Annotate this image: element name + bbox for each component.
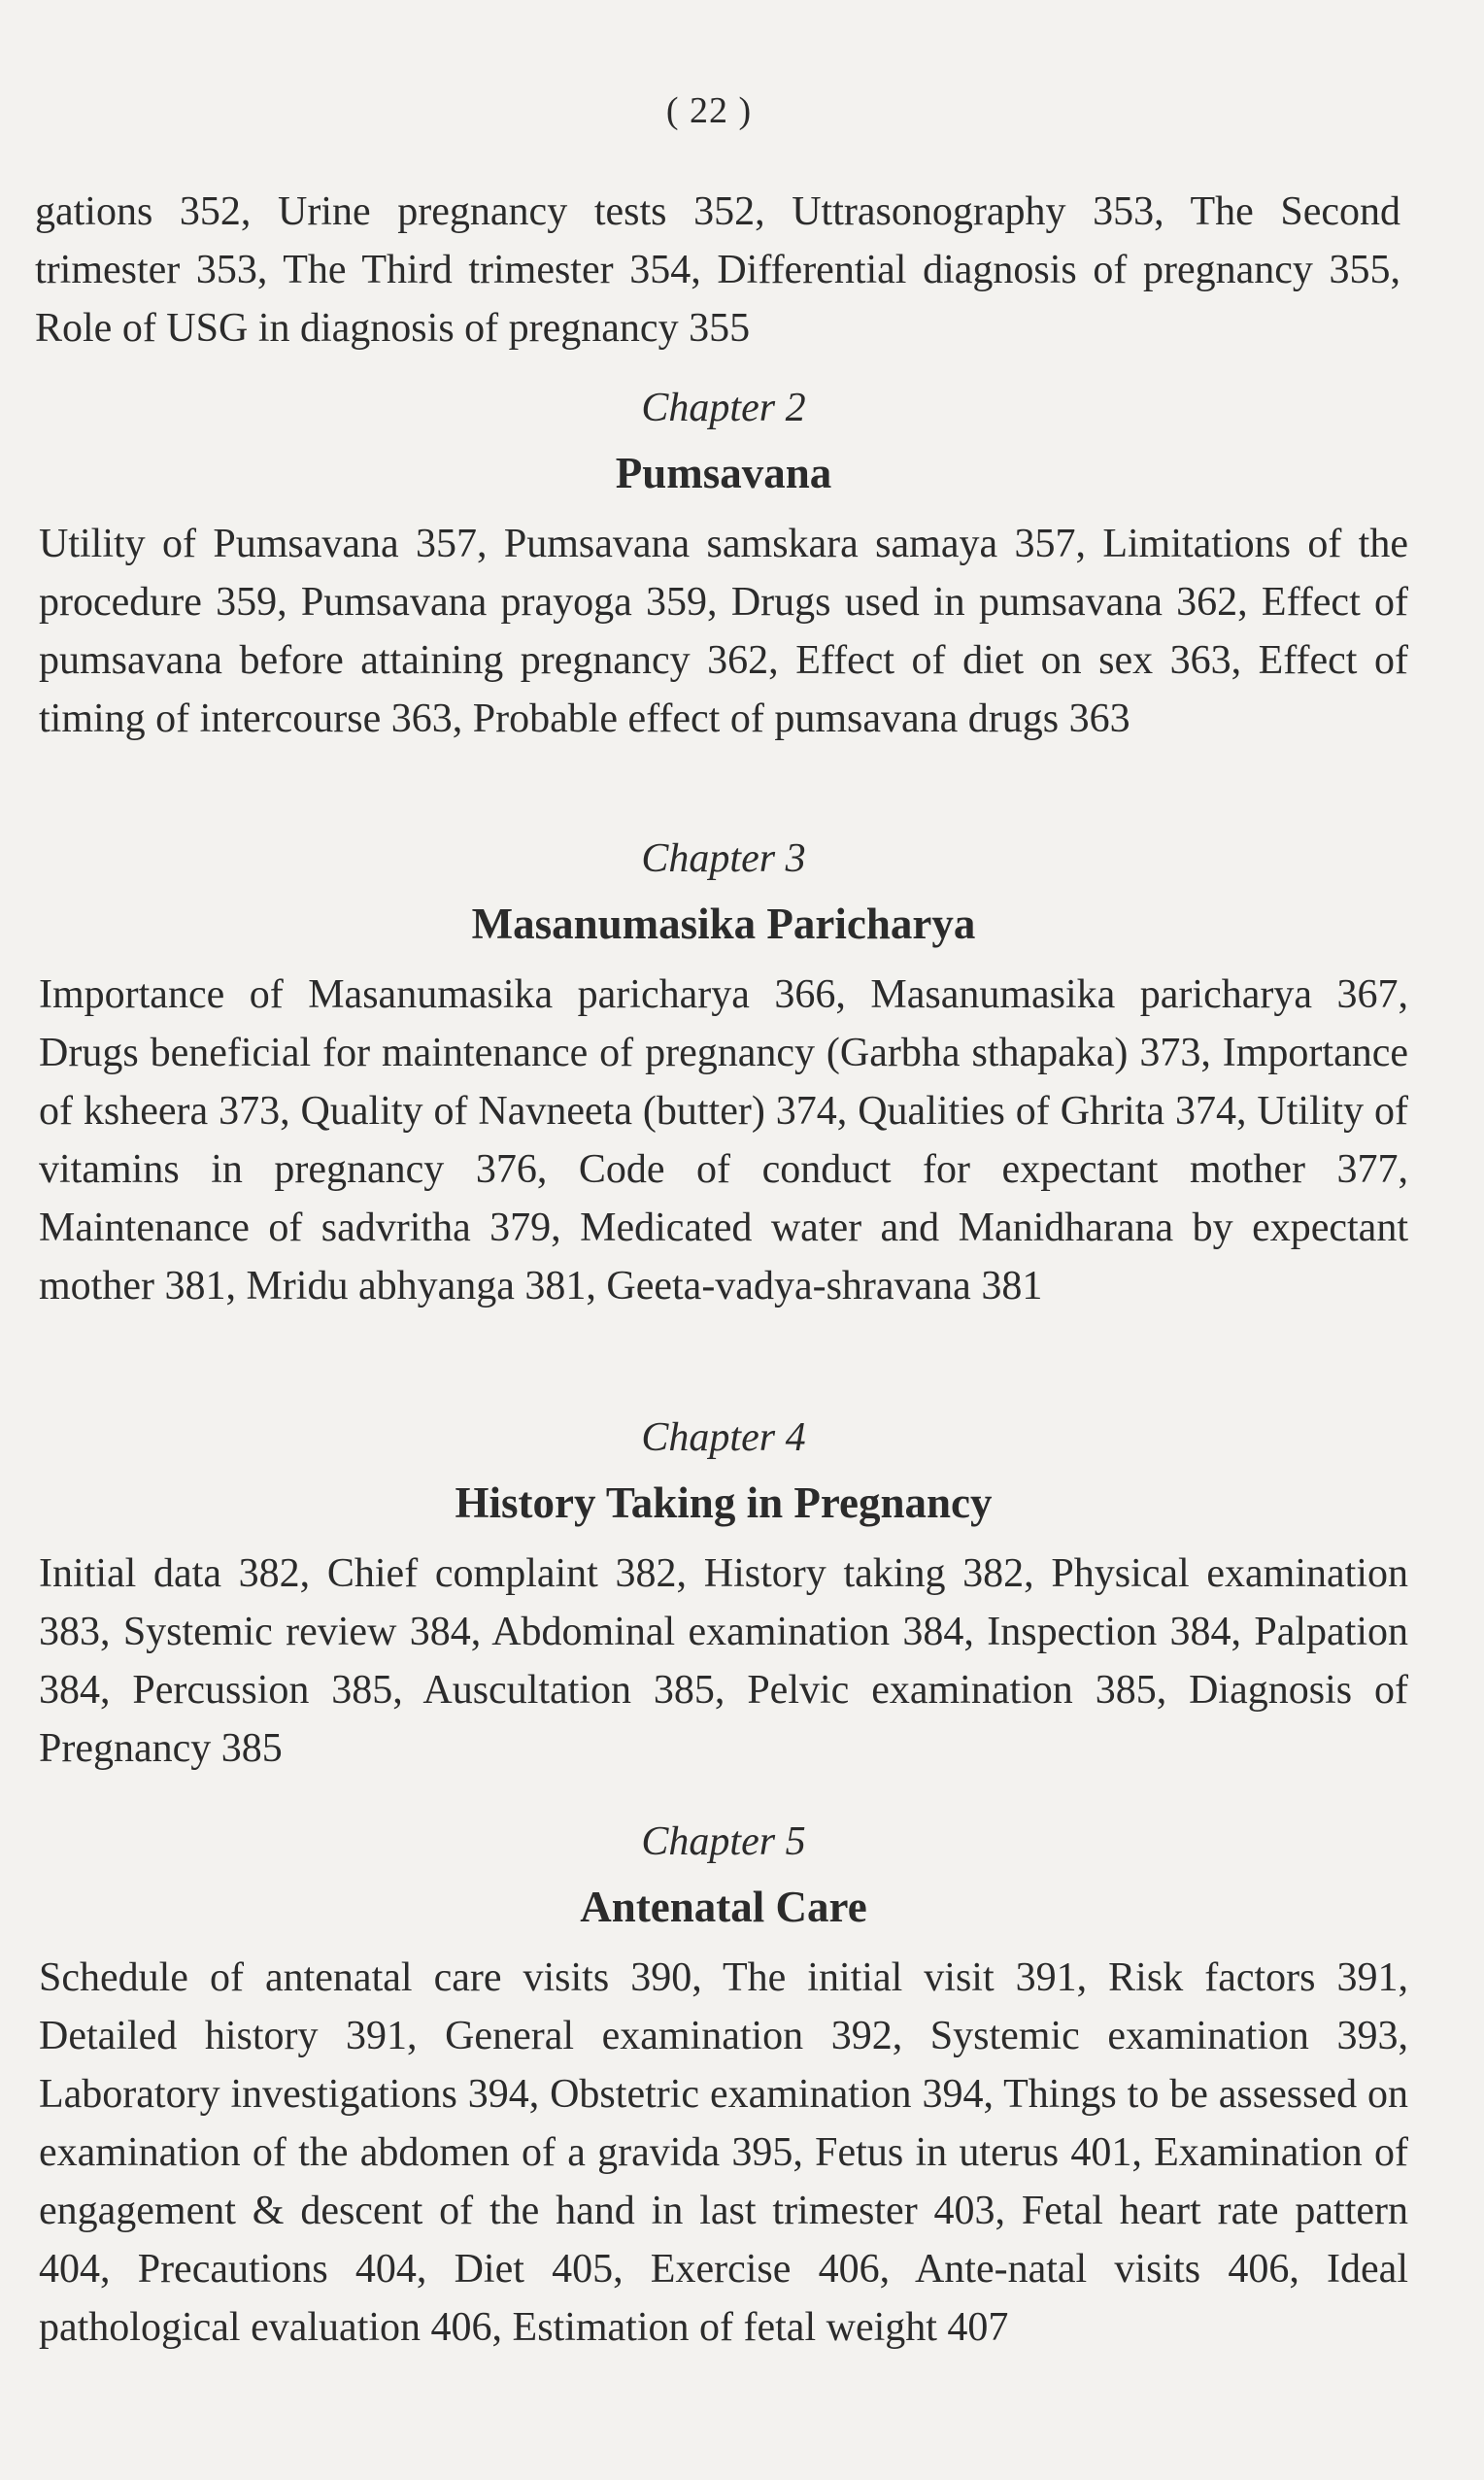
chapter-4-section (39, 1410, 1408, 1778)
chapter-3-section (39, 832, 1408, 1315)
chapter-label: Chapter 4 (641, 1415, 806, 1460)
page-number: ( 22 ) (665, 90, 753, 131)
chapter-contents-text: Schedule of antenatal care visits 390, The initial visit 391, Risk factors 391, Detailed history 391, General examination 392, Systemic examination 393, Laboratory investigations 394, Obstetric examination 394, Things to be assessed on examination of the abdomen of a gravida 395, Fetus in uterus 401, Examination of engagement & descent of the hand in last trimester 403, Fetal heart rate pattern 404, Precautions 404, Diet 405, Exercise 406, Ante-natal visits 406, Ideal pathological evaluation 406, Estimation of fetal weight 407 (39, 1955, 1408, 2350)
chapter-contents-text: Initial data 382, Chief complaint 382, History taking 382, Physical examination 383, Systemic review 384, Abdominal examination 384, Inspection 384, Palpation 384, Percussion 385, Auscultation 385, Pelvic examination 385, Diagnosis of Pregnancy 385 (39, 1551, 1408, 1771)
chapter-title: Pumsavana (615, 449, 832, 497)
chapter-label: Chapter 2 (641, 386, 806, 430)
chapter-title: History Taking in Pregnancy (455, 1478, 993, 1527)
chapter-contents-text: Utility of Pumsavana 357, Pumsavana samskara samaya 357, Limitations of the procedure 359, Pumsavana prayoga 359, Drugs used in pumsavana 362, Effect of pumsavana before attaining pregnancy 362, Effect of diet on sex 363, Effect of timing of intercourse 363, Probable effect of pumsavana drugs 363 (39, 522, 1408, 741)
chapter-title: Masanumasika Paricharya (471, 900, 976, 948)
chapter-label: Chapter 5 (641, 1819, 806, 1864)
chapter-2-section (39, 381, 1408, 748)
chapter-label: Chapter 3 (641, 836, 806, 881)
chapter-5-section (39, 1815, 1408, 2357)
chapter-contents-text: Importance of Masanumasika paricharya 366, Masanumasika paricharya 367, Drugs beneficial for maintenance of pregnancy (Garbha sthapaka) 373, Importance of ksheera 373, Quality of Navneeta (butter) 374, Qualities of Ghrita 374, Utility of vitamins in pregnancy 376, Code of conduct for expectant mother 377, Maintenance of sadvritha 379, Medicated water and Manidharana by expectant mother 381, Mridu abhyanga 381, Geeta-vadya-shravana 381 (39, 972, 1408, 1308)
continued-contents-section (35, 183, 1400, 357)
continued-contents-text: gations 352, Urine pregnancy tests 352, Uttrasonography 353, The Second trimester 353, The Third trimester 354, Differential diagnosis of pregnancy 355, Role of USG in diagnosis of pregnancy 355 (35, 189, 1400, 351)
chapter-title: Antenatal Care (580, 1883, 867, 1931)
